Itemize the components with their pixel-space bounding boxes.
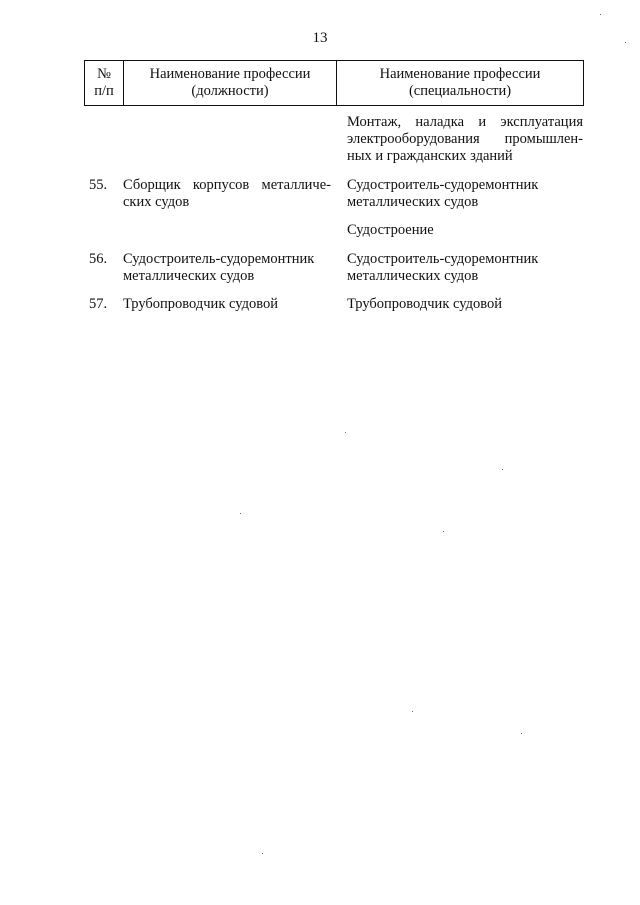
scan-speck [600, 14, 601, 15]
number-header [85, 61, 124, 106]
scan-speck [625, 42, 626, 43]
table-header [84, 60, 584, 106]
scan-speck [443, 531, 444, 532]
row-number: 55. [89, 177, 108, 193]
row-number: 57. [89, 296, 108, 312]
scan-speck [412, 711, 413, 712]
position-name: Трубопроводчик судовой [123, 296, 278, 312]
position-name: Судостроитель-судоремонтник металлических судов [123, 251, 315, 284]
specialty-name: Трубопроводчик судовой [347, 296, 502, 312]
continuation-specialty: Монтаж, наладка и эксплуатация электрооборудования промышлен-ных и гражданских зданий [347, 114, 583, 164]
position-header [124, 61, 337, 106]
scan-speck [521, 733, 522, 734]
specialty-label: Наименование профессии (специальности) [379, 66, 541, 99]
scan-speck [240, 513, 241, 514]
specialty-header [337, 61, 584, 106]
specialty-name: Судостроитель-судоремонтник металлических судов [347, 251, 539, 284]
number-label: № п/п [94, 66, 114, 99]
specialty-name: Судостроитель-судоремонтник металлических судов [347, 177, 539, 210]
scan-speck [262, 853, 263, 854]
scan-speck [345, 432, 346, 433]
scan-speck [502, 469, 503, 470]
position-name: Сборщик корпусов металличе-ских судов [123, 177, 331, 210]
position-label: Наименование профессии (должности) [149, 66, 311, 99]
page-number: 13 [312, 30, 328, 46]
row-number: 56. [89, 251, 108, 267]
specialty-name: Судостроение [347, 222, 434, 238]
